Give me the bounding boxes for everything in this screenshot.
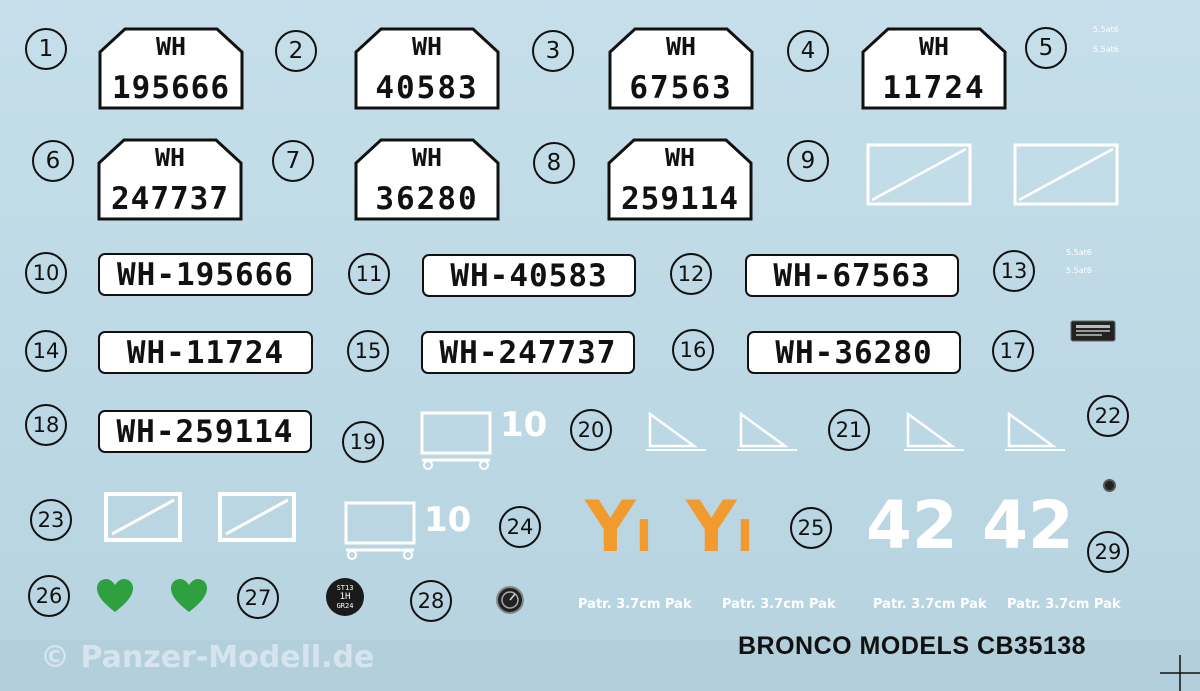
number-7: 7 xyxy=(272,140,314,182)
plate-number: 195666 xyxy=(112,70,230,106)
small-round-decal xyxy=(1103,479,1116,492)
small-white-marking: 5.5at6 xyxy=(1066,266,1092,275)
number-28: 28 xyxy=(410,580,452,622)
white-tactical-sign-9a xyxy=(866,143,972,206)
orange-y-sub: I xyxy=(635,511,653,562)
plate-number: 40583 xyxy=(375,70,479,106)
plate-shaped-4 xyxy=(860,26,1008,111)
plate-rect-18: WH-259114 xyxy=(98,410,312,453)
plate-shaped-7 xyxy=(606,137,754,222)
badge-line: 1H xyxy=(339,592,351,602)
number-13: 13 xyxy=(993,250,1035,292)
data-plate-decal xyxy=(1070,320,1116,342)
white-trailer-sign-23 xyxy=(342,500,422,560)
badge-line: GR24 xyxy=(336,602,354,610)
white-ammo-label: Patr. 3.7cm Pak xyxy=(722,597,836,612)
number-20: 20 xyxy=(570,409,612,451)
number-9: 9 xyxy=(787,140,829,182)
white-number-10: 10 xyxy=(424,500,472,540)
plate-number: 36280 xyxy=(375,181,479,217)
plate-rect-11: WH-40583 xyxy=(422,254,636,297)
number-16: 16 xyxy=(672,329,714,371)
crop-mark-icon xyxy=(1160,655,1200,691)
green-heart-icon xyxy=(170,578,208,614)
plate-shaped-1 xyxy=(97,26,245,111)
number-29: 29 xyxy=(1087,531,1129,573)
small-white-marking: 5.5at6 xyxy=(1093,45,1119,54)
plate-shaped-2 xyxy=(353,26,501,111)
plate-prefix: WH xyxy=(411,143,443,172)
number-1: 1 xyxy=(25,28,67,70)
white-triangle-sign xyxy=(1005,410,1069,456)
orange-y-sub: I xyxy=(736,511,754,562)
number-23: 23 xyxy=(30,499,72,541)
white-ammo-label: Patr. 3.7cm Pak xyxy=(1007,597,1121,612)
plate-prefix: WH xyxy=(411,32,443,61)
plate-number: 11724 xyxy=(882,70,986,106)
small-white-marking: 5.5at6 xyxy=(1093,25,1119,34)
plate-rect-14: WH-11724 xyxy=(98,331,313,374)
plate-shaped-3 xyxy=(607,26,755,111)
white-tactical-sign-23b xyxy=(218,492,296,542)
manufacturer-label: BRONCO MODELS CB35138 xyxy=(738,632,1087,660)
number-12: 12 xyxy=(670,253,712,295)
white-triangle-sign xyxy=(904,410,968,456)
number-11: 11 xyxy=(348,253,390,295)
number-15: 15 xyxy=(347,330,389,372)
white-ammo-label: Patr. 3.7cm Pak xyxy=(578,597,692,612)
white-triangle-sign xyxy=(646,410,710,456)
badge-line: ST13 xyxy=(336,584,354,592)
white-tactical-sign-9b xyxy=(1013,143,1119,206)
gauge-icon xyxy=(495,585,525,615)
small-white-marking: 5.5at6 xyxy=(1066,248,1092,257)
number-25: 25 xyxy=(790,507,832,549)
plate-prefix: WH xyxy=(154,143,186,172)
number-6: 6 xyxy=(32,140,74,182)
number-17: 17 xyxy=(992,330,1034,372)
number-4: 4 xyxy=(787,30,829,72)
plate-prefix: WH xyxy=(664,143,696,172)
number-2: 2 xyxy=(275,30,317,72)
number-27: 27 xyxy=(237,577,279,619)
black-round-badge xyxy=(326,578,364,616)
number-22: 22 xyxy=(1087,395,1129,437)
white-ammo-label: Patr. 3.7cm Pak xyxy=(873,597,987,612)
number-19: 19 xyxy=(342,421,384,463)
green-heart-icon xyxy=(96,578,134,614)
white-triangle-sign xyxy=(737,410,801,456)
orange-y-letter: Y xyxy=(686,486,737,568)
watermark: © Panzer-Modell.de xyxy=(40,640,375,675)
white-number-42: 42 xyxy=(866,487,958,564)
number-14: 14 xyxy=(25,330,67,372)
number-5: 5 xyxy=(1025,27,1067,69)
plate-prefix: WH xyxy=(665,32,697,61)
plate-prefix: WH xyxy=(918,32,950,61)
number-21: 21 xyxy=(828,409,870,451)
plate-number: 247737 xyxy=(111,181,229,217)
plate-rect-15: WH-247737 xyxy=(421,331,635,374)
number-26: 26 xyxy=(28,575,70,617)
plate-number: 259114 xyxy=(621,181,739,217)
number-24: 24 xyxy=(499,506,541,548)
plate-shaped-5 xyxy=(96,137,244,222)
orange-y-marking xyxy=(686,486,753,568)
plate-shaped-6 xyxy=(353,137,501,222)
plate-number: 67563 xyxy=(629,70,733,106)
number-3: 3 xyxy=(532,30,574,72)
white-trailer-sign-19 xyxy=(418,410,498,470)
white-number-10: 10 xyxy=(500,405,548,445)
orange-y-marking xyxy=(585,486,652,568)
number-18: 18 xyxy=(25,404,67,446)
plate-prefix: WH xyxy=(155,32,187,61)
orange-y-letter: Y xyxy=(585,486,636,568)
number-8: 8 xyxy=(533,142,575,184)
number-10: 10 xyxy=(25,252,67,294)
plate-rect-12: WH-67563 xyxy=(745,254,959,297)
white-number-42: 42 xyxy=(982,487,1074,564)
plate-rect-10: WH-195666 xyxy=(98,253,313,296)
plate-rect-16: WH-36280 xyxy=(747,331,961,374)
white-tactical-sign-23a xyxy=(104,492,182,542)
